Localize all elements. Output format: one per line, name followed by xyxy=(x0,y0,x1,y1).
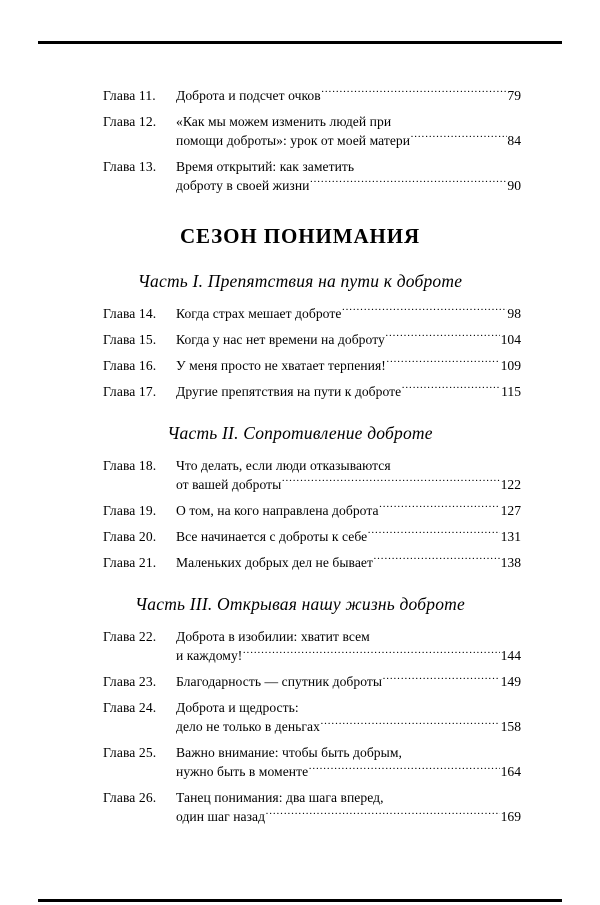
toc-leader-dots xyxy=(391,457,520,471)
toc-entry-title: один шаг назад xyxy=(176,809,266,825)
toc-entry-title: Благодарность — спутник доброты xyxy=(176,674,383,690)
toc-entry-group xyxy=(0,304,600,401)
toc-leader-dots xyxy=(379,502,500,516)
toc-entry[interactable] xyxy=(0,456,600,494)
toc-entry-line xyxy=(103,112,521,131)
season-heading: СЕЗОН ПОНИМАНИЯ xyxy=(179,224,421,248)
toc-page-number: 79 xyxy=(507,88,521,103)
toc-page-number: 84 xyxy=(507,133,521,148)
toc-chapter-label: Глава 12. xyxy=(103,114,157,129)
toc-page-number: 149 xyxy=(500,674,521,690)
toc-leader-dots xyxy=(392,112,521,126)
toc-entry-line xyxy=(103,501,521,520)
toc-leader-dots xyxy=(299,699,520,713)
toc-page-number: 104 xyxy=(500,332,521,348)
toc-leader-dots xyxy=(243,647,500,661)
toc-leader-dots xyxy=(386,357,500,371)
toc-chapter-label: Глава 21. xyxy=(103,555,157,571)
bottom-rule xyxy=(38,899,562,902)
toc-entry-title: Все начинается с доброты к себе xyxy=(176,529,368,545)
toc-chapter-label: Глава 25. xyxy=(103,745,157,761)
toc-leader-dots xyxy=(309,763,500,777)
toc-entry-title: от вашей доброты xyxy=(176,477,282,493)
part-heading: Часть I. Препятствия на пути к доброте xyxy=(137,271,463,292)
toc-entry-line xyxy=(103,672,521,691)
toc-chapter-label: Глава 26. xyxy=(103,790,157,806)
toc-page-number: 138 xyxy=(500,555,521,571)
toc-entry[interactable] xyxy=(0,788,600,826)
toc-leader-dots xyxy=(384,789,520,803)
toc-page-number: 131 xyxy=(500,529,521,545)
toc-entry-group xyxy=(0,627,600,826)
toc-entry-group xyxy=(0,456,600,572)
toc-entry-title: Доброта и подсчет очков xyxy=(176,88,321,103)
toc-entry-line xyxy=(103,788,521,807)
toc-chapter-label: Глава 15. xyxy=(103,332,157,348)
toc-entry-title: Другие препятствия на пути к доброте xyxy=(176,384,402,400)
toc-leader-dots xyxy=(383,673,501,687)
toc-leader-dots xyxy=(310,176,507,190)
toc-entry[interactable] xyxy=(0,627,600,665)
toc-entry-line xyxy=(103,86,521,105)
toc-chapter-label: Глава 23. xyxy=(103,674,157,690)
toc-entry[interactable] xyxy=(0,698,600,736)
toc-entry[interactable] xyxy=(0,672,600,691)
toc-entry-line-continued xyxy=(103,807,521,826)
toc-leader-dots xyxy=(266,808,501,822)
toc-entry[interactable] xyxy=(0,304,600,323)
toc-leader-dots xyxy=(374,554,501,568)
toc-entry-line-continued xyxy=(103,762,521,781)
toc-entry-line xyxy=(103,382,521,401)
toc-page-number: 98 xyxy=(507,306,521,322)
toc-entry-line-continued xyxy=(103,646,521,665)
toc-entry-title: помощи доброты»: урок от моей матери xyxy=(176,133,411,148)
toc-chapter-label: Глава 20. xyxy=(103,529,157,545)
toc-entry-title: Что делать, если люди отказываются xyxy=(176,458,391,474)
toc-entry[interactable] xyxy=(0,86,600,105)
toc-entry-line xyxy=(103,743,521,762)
toc-entry-title: Когда у нас нет времени на доброту xyxy=(176,332,385,348)
toc-page-number: 164 xyxy=(500,764,521,780)
toc-entry-title: Когда страх мешает доброте xyxy=(176,306,342,322)
part-heading: Часть III. Открывая нашу жизнь доброте xyxy=(135,594,465,615)
toc-entry[interactable] xyxy=(0,157,600,195)
toc-page-number: 169 xyxy=(500,809,521,825)
toc-entry[interactable] xyxy=(0,501,600,520)
toc-entry-title: доброту в своей жизни xyxy=(176,178,310,193)
toc-entry-line xyxy=(103,698,521,717)
toc-page-number: 115 xyxy=(501,384,521,400)
toc-page-number: 90 xyxy=(507,178,521,193)
toc-entry-title: О том, на кого направлена доброта xyxy=(176,503,379,519)
toc-leader-dots xyxy=(402,744,520,758)
toc-chapter-label: Глава 11. xyxy=(103,88,156,103)
toc-leader-dots xyxy=(321,86,507,100)
part-heading: Часть II. Сопротивление доброте xyxy=(167,423,433,444)
toc-entry-line-continued xyxy=(103,176,521,195)
toc-entry-line xyxy=(103,553,521,572)
toc-entry-title: Доброта и щедрость: xyxy=(176,700,299,716)
toc-chapter-label: Глава 18. xyxy=(103,458,157,474)
toc-chapter-label: Глава 22. xyxy=(103,629,157,645)
toc-leader-dots xyxy=(282,476,500,490)
toc-entry-title: Танец понимания: два шага вперед, xyxy=(176,790,384,806)
toc-entry-title: Маленьких добрых дел не бывает xyxy=(176,555,373,571)
toc-entry[interactable] xyxy=(0,112,600,150)
toc-entry-line xyxy=(103,527,521,546)
toc-leader-dots xyxy=(355,157,521,171)
toc-entry-line xyxy=(103,456,521,475)
toc-entry-title: нужно быть в моменте xyxy=(176,764,309,780)
toc-entry-line xyxy=(103,627,521,646)
toc-leader-dots xyxy=(370,628,520,642)
toc-chapter-label: Глава 17. xyxy=(103,384,157,400)
toc-page-number: 144 xyxy=(500,648,521,664)
toc-entry-line-continued xyxy=(103,475,521,494)
toc-chapter-label: Глава 16. xyxy=(103,358,157,374)
toc-leader-dots xyxy=(320,718,500,732)
toc-entry-title: У меня просто не хватает терпения! xyxy=(176,358,386,374)
toc-entry-line-continued xyxy=(103,131,521,150)
toc-entry-line xyxy=(103,157,521,176)
toc-entry-group xyxy=(0,86,600,195)
toc-leader-dots xyxy=(368,528,500,542)
toc-entry-title: дело не только в деньгах xyxy=(176,719,320,735)
toc-page-number: 158 xyxy=(500,719,521,735)
toc-entry-title: Доброта в изобилии: хватит всем xyxy=(176,629,370,645)
toc-entry-line xyxy=(103,304,521,323)
toc-entry-title: и каждому! xyxy=(176,648,243,664)
toc-page-number: 127 xyxy=(500,503,521,519)
toc-entry-title: «Как мы можем изменить людей при xyxy=(176,114,392,129)
toc-page-number: 122 xyxy=(500,477,521,493)
toc-page-number: 109 xyxy=(500,358,521,374)
toc-leader-dots xyxy=(411,131,507,145)
toc-leader-dots xyxy=(402,383,501,397)
toc-chapter-label: Глава 14. xyxy=(103,306,157,322)
toc-entry-line xyxy=(103,356,521,375)
toc-entry[interactable] xyxy=(0,382,600,401)
toc-chapter-label: Глава 24. xyxy=(103,700,157,716)
top-rule xyxy=(38,41,562,44)
toc-entry[interactable] xyxy=(0,553,600,572)
toc-entry[interactable] xyxy=(0,527,600,546)
toc-entry-line-continued xyxy=(103,717,521,736)
toc-leader-dots xyxy=(385,331,500,345)
toc-entry-line xyxy=(103,330,521,349)
toc-chapter-label: Глава 19. xyxy=(103,503,157,519)
toc-leader-dots xyxy=(342,305,507,319)
toc-content xyxy=(0,86,600,833)
toc-entry[interactable] xyxy=(0,356,600,375)
toc-chapter-label: Глава 13. xyxy=(103,159,157,174)
toc-entry[interactable] xyxy=(0,743,600,781)
toc-entry-title: Важно внимание: чтобы быть добрым, xyxy=(176,745,402,761)
toc-entry[interactable] xyxy=(0,330,600,349)
toc-entry-title: Время открытий: как заметить xyxy=(176,159,355,174)
